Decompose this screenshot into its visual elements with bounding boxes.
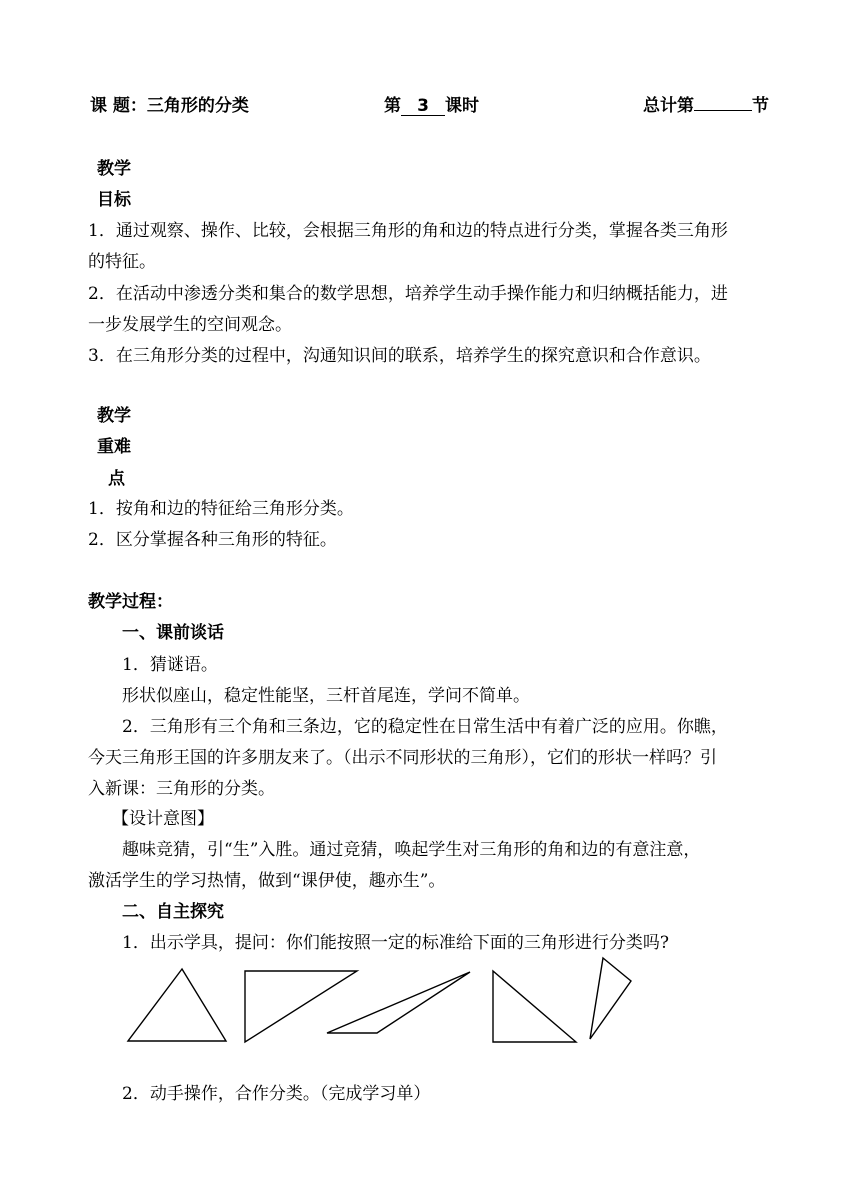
objective-2-line-1: 2．在活动中渗透分类和集合的数学思想，培养学生动手操作能力和归纳概括能力，进 xyxy=(88,284,728,304)
objective-1-line-1: 1．通过观察、操作、比较，会根据三角形的角和边的特点进行分类，掌握各类三角形 xyxy=(88,221,728,241)
lesson-number: 3 xyxy=(401,97,445,116)
lesson-suffix: 课时 xyxy=(445,96,479,116)
section-2-item-2: 2．动手操作，合作分类。（完成学习单） xyxy=(122,1084,431,1104)
total-suffix: 节 xyxy=(752,96,769,116)
design-intent-line-1: 趣味竞猜，引“生”入胜。通过竞猜，唤起学生对三角形的角和边的有意注意， xyxy=(122,840,701,860)
topic-value: 三角形的分类 xyxy=(146,96,249,116)
right-triangle-1 xyxy=(245,971,357,1042)
section-1-item-1: 1．猜谜语。 xyxy=(122,655,218,675)
objective-2-line-2: 一步发展学生的空间观念。 xyxy=(88,315,292,335)
process-heading: 教学过程： xyxy=(88,592,173,612)
total-prefix: 总计第 xyxy=(643,96,694,116)
section-1-title: 一、课前谈话 xyxy=(122,623,224,643)
design-intent-label: 【设计意图】 xyxy=(112,809,214,829)
section-2-title: 二、自主探究 xyxy=(122,902,224,922)
lesson-prefix: 第 xyxy=(384,96,401,116)
acute-triangle xyxy=(128,969,226,1041)
keypoints-label-3: 点 xyxy=(108,469,125,489)
keypoint-2: 2．区分掌握各种三角形的特征。 xyxy=(88,530,337,550)
narrow-triangle xyxy=(590,958,631,1039)
objective-1-line-2: 的特征。 xyxy=(88,252,156,272)
right-triangle-2 xyxy=(493,971,576,1042)
section-1-item-2-line-1: 2．三角形有三个角和三条边，它的稳定性在日常生活中有着广泛的应用。你瞧， xyxy=(122,717,728,737)
keypoint-1: 1．按角和边的特征给三角形分类。 xyxy=(88,499,354,519)
keypoints-label-1: 教学 xyxy=(97,406,131,426)
objectives-label-2: 目标 xyxy=(97,190,131,210)
topic-label: 课 题： xyxy=(90,96,147,116)
keypoints-label-2: 重难 xyxy=(97,437,131,457)
obtuse-triangle xyxy=(327,972,470,1033)
design-intent-line-2: 激活学生的学习热情，做到“课伊使，趣亦生”。 xyxy=(88,871,446,891)
riddle-text: 形状似座山，稳定性能坚，三杆首尾连，学问不简单。 xyxy=(122,686,530,706)
section-1-item-2-line-2: 今天三角形王国的许多朋友来了。（出示不同形状的三角形），它们的形状一样吗？引 xyxy=(88,748,717,768)
section-1-item-2-line-3: 入新课：三角形的分类。 xyxy=(88,779,275,799)
section-2-item-1: 1．出示学具，提问：你们能按照一定的标准给下面的三角形进行分类吗? xyxy=(122,933,669,953)
objective-3: 3．在三角形分类的过程中，沟通知识间的联系，培养学生的探究意识和合作意识。 xyxy=(88,346,711,366)
objectives-label-1: 教学 xyxy=(97,159,131,179)
